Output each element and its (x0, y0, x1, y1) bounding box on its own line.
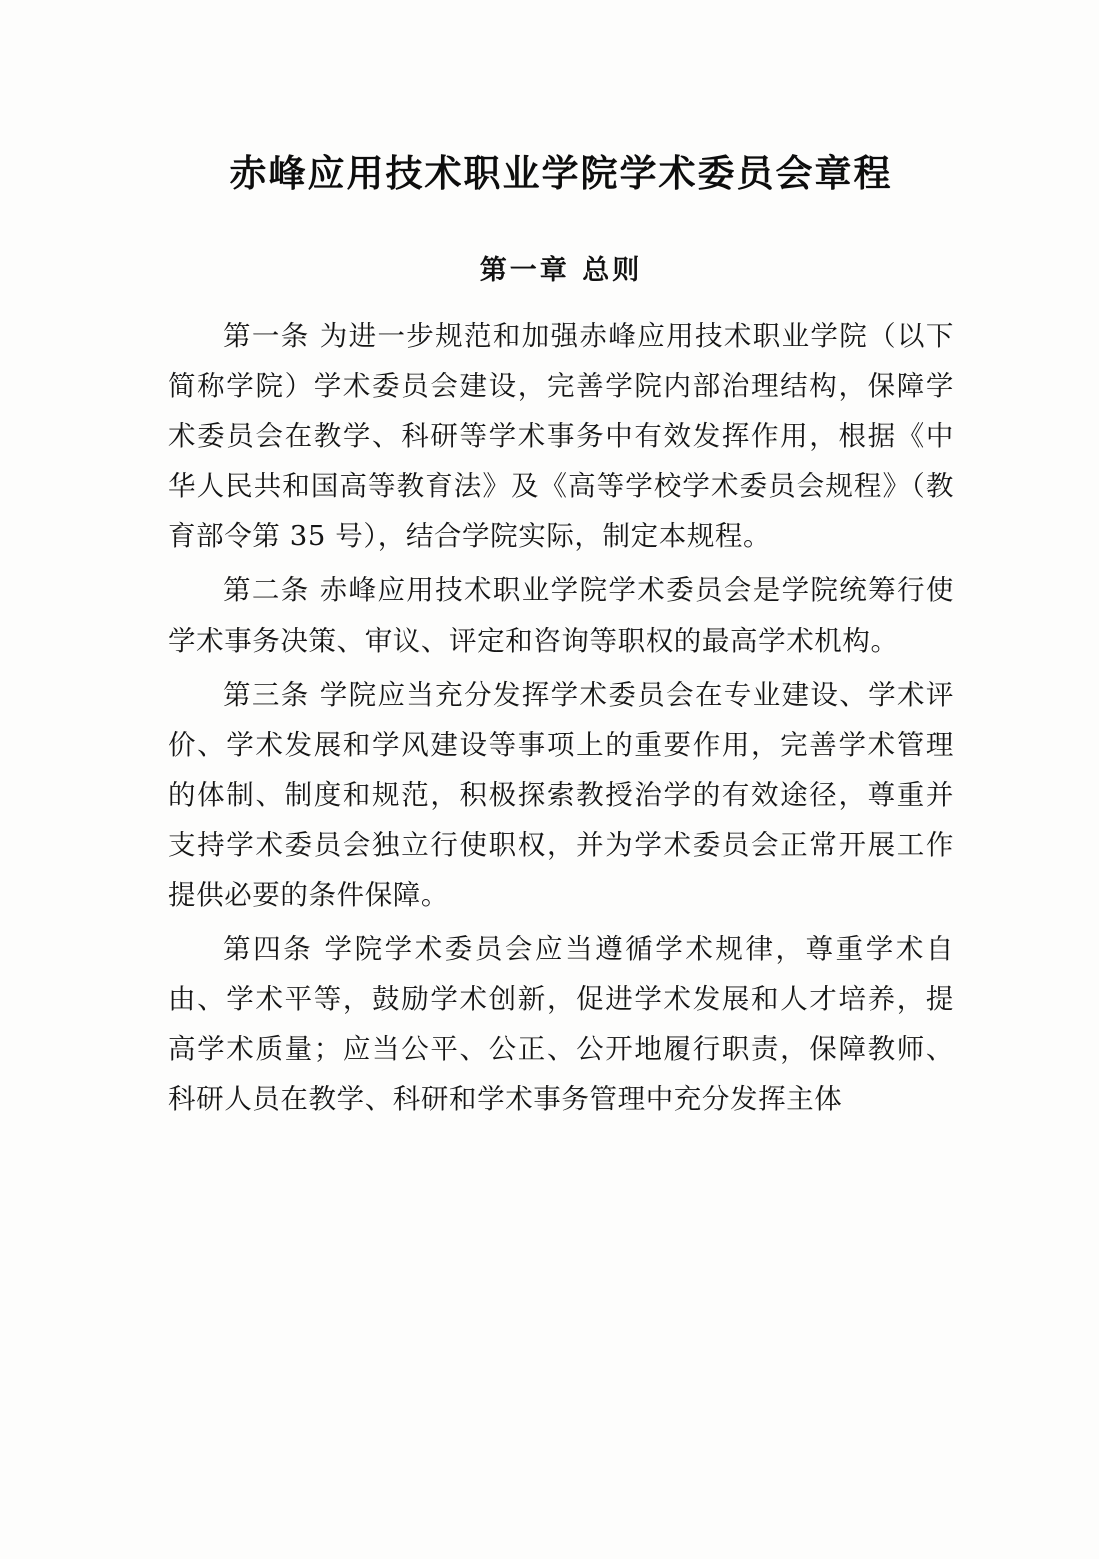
article-paragraph-4: 第四条 学院学术委员会应当遵循学术规律，尊重学术自由、学术平等，鼓励学术创新，促进学术发展和人才培养，提高学术质量；应当公平、公正、公开地履行职责，保障教师、科研人员在教学、科研和学术事务管理中充分发挥主体 (168, 932, 954, 1115)
article-paragraph-3: 第三条 学院应当充分发挥学术委员会在专业建设、学术评价、学术发展和学风建设等事项上的重要作用，完善学术管理的体制、制度和规范，积极探索教授治学的有效途径，尊重并支持学术委员会独立行使职权，并为学术委员会正常开展工作提供必要的条件保障。 (168, 678, 954, 911)
chapter-heading: 第一章 总则 (479, 255, 643, 287)
article-paragraph-2: 第二条 赤峰应用技术职业学院学术委员会是学院统筹行使学术事务决策、审议、评定和咨询等职权的最高学术机构。 (168, 574, 954, 657)
article-paragraph-1: 第一条 为进一步规范和加强赤峰应用技术职业学院（以下简称学院）学术委员会建设，完善学院内部治理结构，保障学术委员会在教学、科研等学术事务中有效发挥作用，根据《中华人民共和国高等教育法》及《高等学校学术委员会规程》（教育部令第 35 号），结合学院实际，制定本规程。 (168, 320, 954, 553)
page-title: 赤峰应用技术职业学院学术委员会章程 (229, 151, 893, 195)
